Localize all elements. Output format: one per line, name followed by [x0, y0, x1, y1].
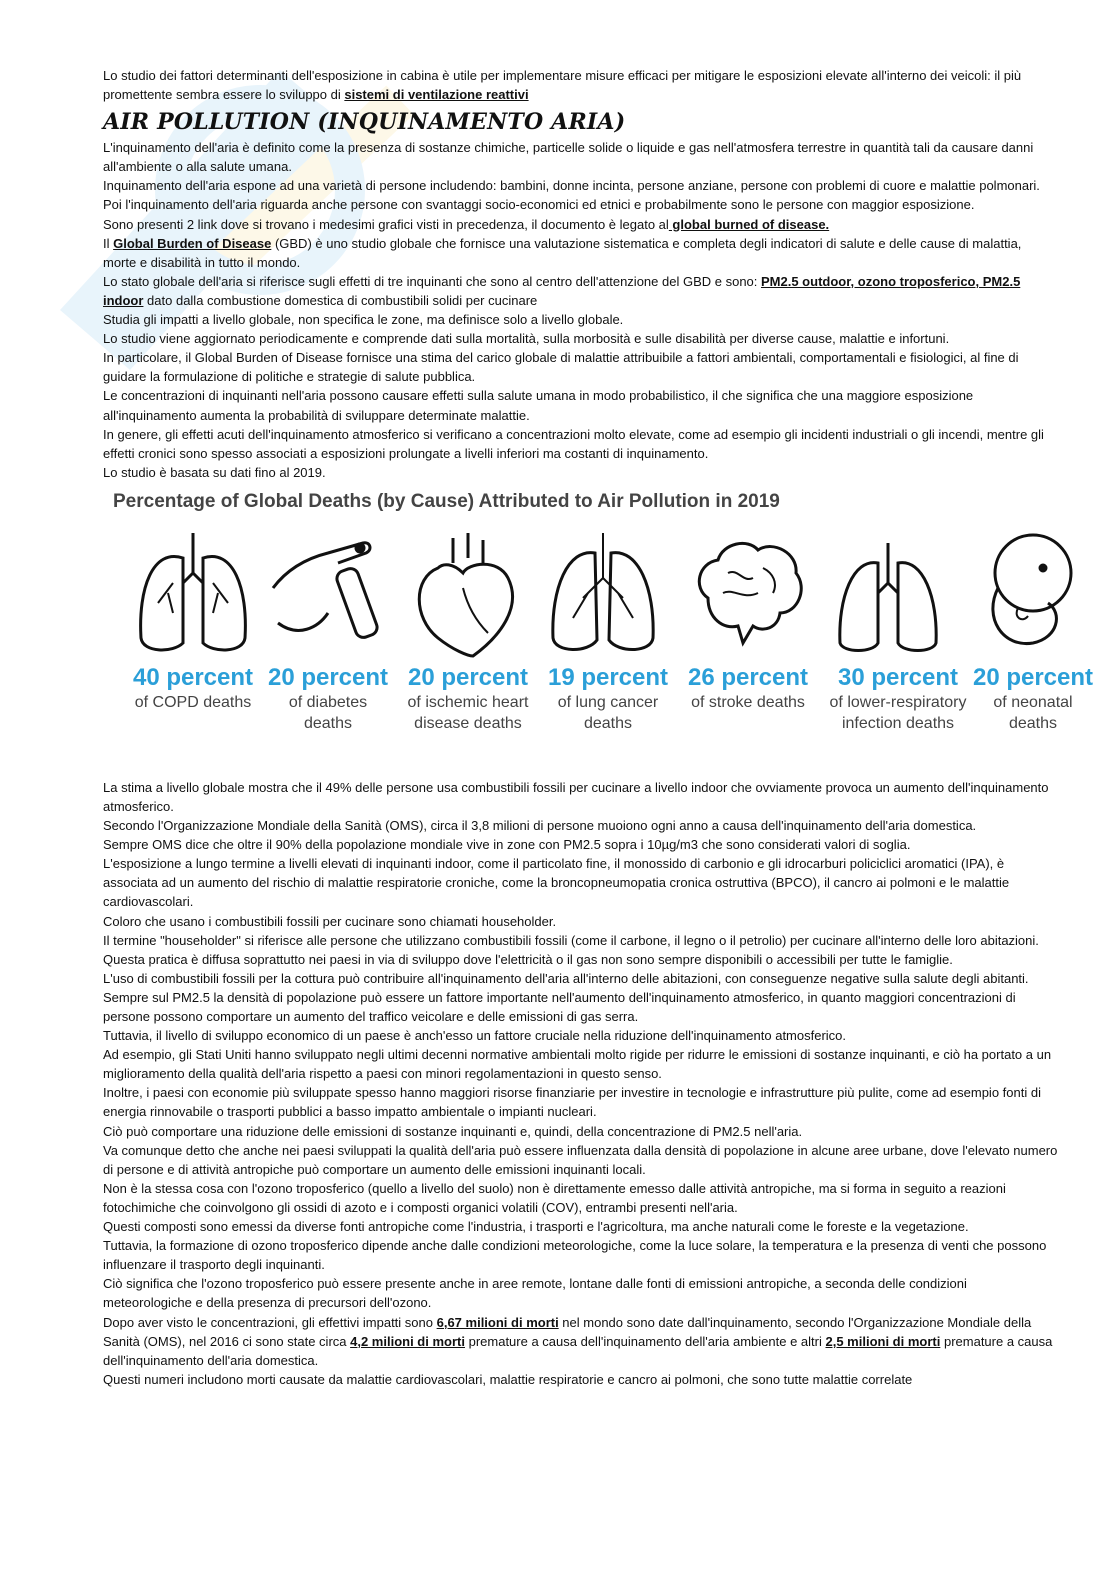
paragraph: Il termine "householder" si riferisce alle persone che utilizzano combustibili fossili (come il carbone, il legno o il petrolio) per cucinare all'interno delle loro abitazioni. Questa pratica è diffusa soprattutto nei paesi in via di sviluppo dove l'elettricità o il gas non sono sempre disponibili o accessibili per tutte le famiglie.: [103, 932, 1039, 967]
stat-label: of lung cancer: [557, 693, 659, 711]
paragraph: Questi numeri includono morti causate da malattie cardiovascolari, malattie respiratorie e cancro ai polmoni, che sono tutte malattie correlate: [103, 1371, 913, 1387]
section-title: AIR POLLUTION (INQUINAMENTO ARIA): [103, 109, 626, 136]
paragraph: Va comunque detto che anche nei paesi sviluppati la qualità dell'aria può essere influenzata dalla densità di popolazione in alcune aree urbane, dove l'elevato numero di persone e di attività antropiche può comportare un aumento delle emissioni inquinanti locali.: [103, 1142, 1058, 1177]
paragraph: L'uso di combustibili fossili per la cottura può contribuire all'inquinamento dell'aria all'interno delle abitazioni, con conseguenze negative sulla salute degli abitanti.: [103, 970, 1029, 986]
paragraph: Lo studio viene aggiornato periodicamente e comprende dati sulla mortalità, sulla morbosità e sulle disabilità per diverse cause, malattie e infortuni.: [103, 331, 950, 347]
stat-percent: 20 percent: [972, 663, 1094, 691]
paragraph: L'inquinamento dell'aria è definito come la presenza di sostanze chimiche, particelle solide o liquide e gas nell'atmosfera terrestre in quantità tali da causare danni all'ambiente o alla salute umana.: [103, 140, 1034, 175]
document-body: [103, 66, 1094, 1389]
paragraph: L'esposizione a lungo termine a livelli elevati di inquinanti indoor, come il particolato fine, il monossido di carbonio e gli idrocarburi policiclici aromatici (IPA), è associata ad un aumento del rischio di malattie respiratorie croniche, come la broncopneumopatia cronica ostruttiva (BPCO), il cancro ai polmoni e le malattie cardiovascolari.: [103, 856, 1010, 910]
stat-label: of COPD deaths: [134, 693, 252, 711]
gbd-link[interactable]: global burned of disease.: [668, 216, 830, 232]
stat-label: of stroke deaths: [691, 693, 805, 711]
paragraph: Ad esempio, gli Stati Uniti hanno sviluppato negli ultimi decenni normative ambientali molto rigide per ridurre le emissioni di sostanze inquinanti, e ciò ha portato a un miglioramento della qualità dell'aria rispetto a paesi con minori regolamentazioni in questo senso.: [103, 1047, 1052, 1082]
paragraph: Sempre sul PM2.5 la densità di popolazione può essere un fattore importante nell'aumento dell'inquinamento atmosferico, in quanto maggiori concentrazioni di persone possono comportare un aumento del traffico veicolare e delle emissioni di gas serra.: [103, 989, 1016, 1024]
lungs-bronchi-icon: [543, 528, 663, 658]
stat-percent: 20 percent: [407, 663, 529, 691]
paragraph: Coloro che usano i combustibili fossili per cucinare sono chiamati householder.: [103, 913, 557, 929]
stat-percent: 26 percent: [687, 663, 809, 691]
glucose-test-hand-icon: [268, 528, 388, 658]
stat-diabetes: [258, 664, 398, 734]
paragraph: Tuttavia, la formazione di ozono troposferico dipende anche dalle condizioni meteorologiche, come la luce solare, la temperatura e la presenza di venti che possono influenzare il trasporto degli inquinanti.: [103, 1238, 1047, 1273]
paragraph: Il Global Burden of Disease (GBD) è uno studio globale che fornisce una valutazione sistematica e completa degli indicatori di salute e delle cause di malattia, morte e disabilità in tutto il mondo.: [103, 235, 1022, 270]
paragraph: Le concentrazioni di inquinanti nell'aria possono causare effetti sulla salute umana in modo probabilistico, il che significa che una maggiore esposizione all'inquinamento aumenta la probabilità di sviluppare determinate malattie.: [103, 388, 974, 423]
stat-label: of ischemic heart: [407, 693, 529, 711]
stat-label: infection deaths: [841, 714, 955, 732]
stat-percent: 20 percent: [267, 663, 389, 691]
gbd-emphasis: Global Burden of Disease: [113, 235, 272, 251]
paragraph: Secondo l'Organizzazione Mondiale della Sanità (OMS), circa il 3,8 milioni di persone muoiono ogni anno a causa dell'inquinamento dell'aria domestica.: [103, 818, 977, 834]
stat-label: of diabetes: [288, 693, 368, 711]
stat-label: deaths: [1008, 714, 1058, 732]
paragraph: Lo studio è basata su dati fino al 2019.: [103, 464, 326, 480]
paragraph: In genere, gli effetti acuti dell'inquinamento atmosferico si verificano a concentrazioni molto elevate, come ad esempio gli incidenti industriali o gli incendi, mentre gli effetti cronici sono spesso associati a esposizioni prolungate a livelli inferiori ma costanti di inquinamento.: [103, 426, 1044, 461]
stat-ischemic-heart: [398, 664, 538, 734]
stat-label: of lower-respiratory: [829, 693, 967, 711]
stat-label: of neonatal: [993, 693, 1073, 711]
infographic-title: Percentage of Global Deaths (by Cause) Attributed to Air Pollution in 2019: [113, 490, 780, 512]
deaths-emphasis: 6,67 milioni di morti: [436, 1314, 559, 1330]
paragraph: Non è la stessa cosa con l'ozono troposferico (quello a livello del suolo) non è direttamente emesso dalle attività antropiche, ma si forma in seguito a reazioni fotochimiche che coinvolgono gli ossidi di azoto e i composti organici volatili (COV), entrambi presenti nell'aria.: [103, 1180, 1006, 1215]
paragraph: Sono presenti 2 link dove si trovano i medesimi grafici visti in precedenza, il documento è legato al global burned of disease.: [103, 216, 830, 232]
heart-icon: [408, 528, 528, 658]
copd-lungs-icon: [133, 528, 253, 658]
brain-icon: [688, 528, 808, 658]
stat-stroke: [678, 664, 818, 713]
air-pollution-infographic: [108, 488, 1108, 758]
paragraph: Studia gli impatti a livello globale, non specifica le zone, ma definisce solo a livello globale.: [103, 312, 624, 328]
stat-label: deaths: [303, 714, 353, 732]
paragraph: Dopo aver visto le concentrazioni, gli effettivi impatti sono 6,67 milioni di morti nel mondo sono date dall'inquinamento, secondo l'Organizzazione Mondiale della Sanità (OMS), nel 2016 ci sono state circa 4,2 milioni di morti premature a causa dell'inquinamento dell'aria ambiente e altri 2,5 milioni di morti premature a causa dell'inquinamento dell'aria domestica.: [103, 1314, 1053, 1368]
stat-label: deaths: [583, 714, 633, 732]
paragraph: Poi l'inquinamento dell'aria riguarda anche persone con svantaggi socio-economici ed etnici e probabilmente sono le persone con maggior esposizione.: [103, 197, 975, 213]
paragraph: Inoltre, i paesi con economie più sviluppate spesso hanno maggiori risorse finanziarie per investire in tecnologie e infrastrutture più pulite, come ad esempio fonti di energia rinnovabile o trasporti pubblici a basso impatto ambientale o impianti nucleari.: [103, 1085, 1041, 1120]
stat-copd: [123, 664, 263, 713]
intro-emphasis: sistemi di ventilazione reattivi: [344, 87, 529, 103]
stat-label: disease deaths: [414, 714, 522, 732]
paragraph: Tuttavia, il livello di sviluppo economico di un paese è anch'esso un fattore cruciale nella riduzione dell'inquinamento atmosferico.: [103, 1028, 847, 1044]
paragraph: Lo stato globale dell'aria si riferisce sugli effetti di tre inquinanti che sono al centro dell'attenzione del GBD e sono: PM2.5 outdoor, ozono troposferico, PM2.5 indoor dato dalla combustione domestica di combustibili solidi per cucinare: [103, 273, 1021, 308]
deaths-emphasis: 2,5 milioni di morti: [825, 1333, 941, 1349]
stat-percent: 30 percent: [837, 663, 959, 691]
fetus-icon: [963, 528, 1083, 658]
stat-lung-cancer: [538, 664, 678, 734]
lungs-outline-icon: [828, 528, 948, 658]
paragraph: La stima a livello globale mostra che il 49% delle persone usa combustibili fossili per cucinare a livello indoor che ovviamente provoca un aumento dell'inquinamento atmosferico.: [103, 779, 1049, 814]
stat-lower-respiratory: [813, 664, 983, 734]
stat-neonatal: [963, 664, 1103, 734]
stat-percent: 19 percent: [547, 663, 669, 691]
stat-percent: 40 percent: [132, 663, 254, 691]
deaths-emphasis: 4,2 milioni di morti: [350, 1333, 465, 1349]
paragraph: Ciò può comportare una riduzione delle emissioni di sostanze inquinanti e, quindi, della concentrazione di PM2.5 nell'aria.: [103, 1123, 803, 1139]
paragraph: Ciò significa che l'ozono troposferico può essere presente anche in aree remote, lontane dalle fonti di emissioni antropiche, a seconda delle condizioni meteorologiche e della presenza di precursori dell'ozono.: [103, 1276, 967, 1311]
intro-paragraph: Lo studio dei fattori determinanti dell'esposizione in cabina è utile per implementare misure efficaci per mitigare le esposizioni elevate all'interno dei veicoli: il più promettente sembra essere lo sviluppo di sistemi di ventilazione reattivi: [103, 68, 1022, 103]
paragraph: Inquinamento dell'aria espone ad una varietà di persone includendo: bambini, donne incinta, persone anziane, persone con problemi di cuore e malattie polmonari.: [103, 178, 1040, 194]
paragraph: Questi composti sono emessi da diverse fonti antropiche come l'industria, i trasporti e l'agricoltura, ma anche naturali come le foreste e la vegetazione.: [103, 1219, 969, 1235]
pollutants-emphasis: PM2.5 outdoor, ozono troposferico, PM2.5 indoor: [103, 273, 1021, 308]
paragraph: In particolare, il Global Burden of Disease fornisce una stima del carico globale di malattie attribuibile a fattori ambientali, comportamentali e fisiologici, al fine di guidare la formulazione di politiche e strategie di salute pubblica.: [103, 350, 1019, 385]
paragraph: Sempre OMS dice che oltre il 90% della popolazione mondiale vive in zone con PM2.5 sopra i 10µg/m3 che sono considerati valori di soglia.: [103, 837, 911, 853]
